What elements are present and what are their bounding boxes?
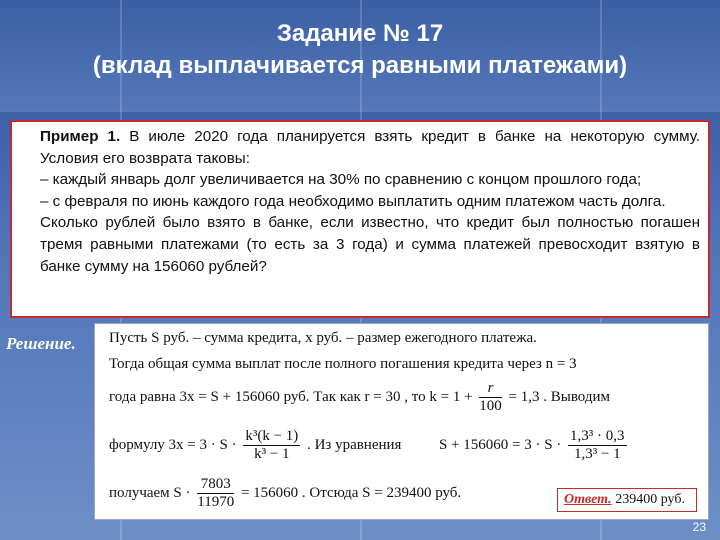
fraction-r-100 (479, 380, 502, 415)
fraction-k (243, 428, 300, 463)
fraction-7803 (197, 476, 234, 511)
solution-line-4 (109, 428, 630, 463)
answer-value: 239400 руб. (615, 492, 685, 507)
fraction-denominator: 100 (479, 398, 502, 414)
problem-paragraph-2: – каждый январь долг увеличивается на 30% по сравнению с концом прошлого года; (40, 171, 642, 189)
fraction-numerator: r (479, 380, 502, 398)
fraction-13 (568, 428, 627, 463)
solution-line-3 (109, 380, 610, 415)
solution-line-3b: = 1,3 . Выводим (508, 388, 611, 405)
title-line-2: (вклад выплачивается равными платежами) (92, 52, 628, 79)
page-number: 23 (692, 520, 706, 534)
fraction-numerator: 1,3³ · 0,3 (570, 428, 625, 444)
solution-line-4c: S + 156060 = 3 · S · (438, 436, 562, 453)
solution-box (94, 323, 709, 520)
problem-paragraph-3: – с февраля по июнь каждого года необходимо выплатить одним платежом часть долга. (40, 192, 666, 210)
solution-line-5b: = 156060 . Отсюда S = 239400 руб. (240, 484, 462, 501)
solution-line-2: Тогда общая сумма выплат после полного погашения кредита через n = 3 (109, 356, 577, 372)
title-line-1: Задание № 17 (276, 20, 444, 47)
problem-text-1: В июле 2020 года планируется взять кредит в банке на некоторую сумму. Условия его возврата таковы: (40, 128, 700, 167)
solution-line-5a: получаем S · (109, 484, 191, 501)
answer-box (557, 488, 697, 512)
solution-line-4b: . Из уравнения (307, 436, 402, 453)
solution-line-4a: формулу 3x = 3 · S · (109, 436, 237, 453)
solution-label: Решение. (6, 334, 76, 353)
problem-paragraph-1 (20, 126, 700, 169)
fraction-numerator: 7803 (197, 476, 234, 494)
problem-paragraph-4: Сколько рублей было взято в банке, если известно, что кредит был полностью погашен тремя равными платежами (то есть за 3 года) и сумма платежей превосходит взятую в банке сумму на 156060 рублей? (40, 214, 700, 275)
fraction-denominator: 1,3³ − 1 (573, 446, 621, 462)
slide-title (0, 18, 720, 82)
solution-line-3a: года равна 3x = S + 156060 руб. Так как r = 30 , то k = 1 + (109, 388, 473, 405)
problem-box (10, 120, 710, 318)
example-label: Пример 1. (40, 128, 121, 145)
solution-line-5 (109, 476, 461, 511)
fraction-denominator: 11970 (197, 494, 235, 510)
fraction-numerator: k³(k − 1) (245, 428, 299, 444)
solution-line-1: Пусть S руб. – сумма кредита, x руб. – размер ежегодного платежа. (109, 330, 537, 346)
fraction-denominator: k³ − 1 (254, 446, 290, 462)
answer-label: Ответ. (564, 492, 612, 507)
